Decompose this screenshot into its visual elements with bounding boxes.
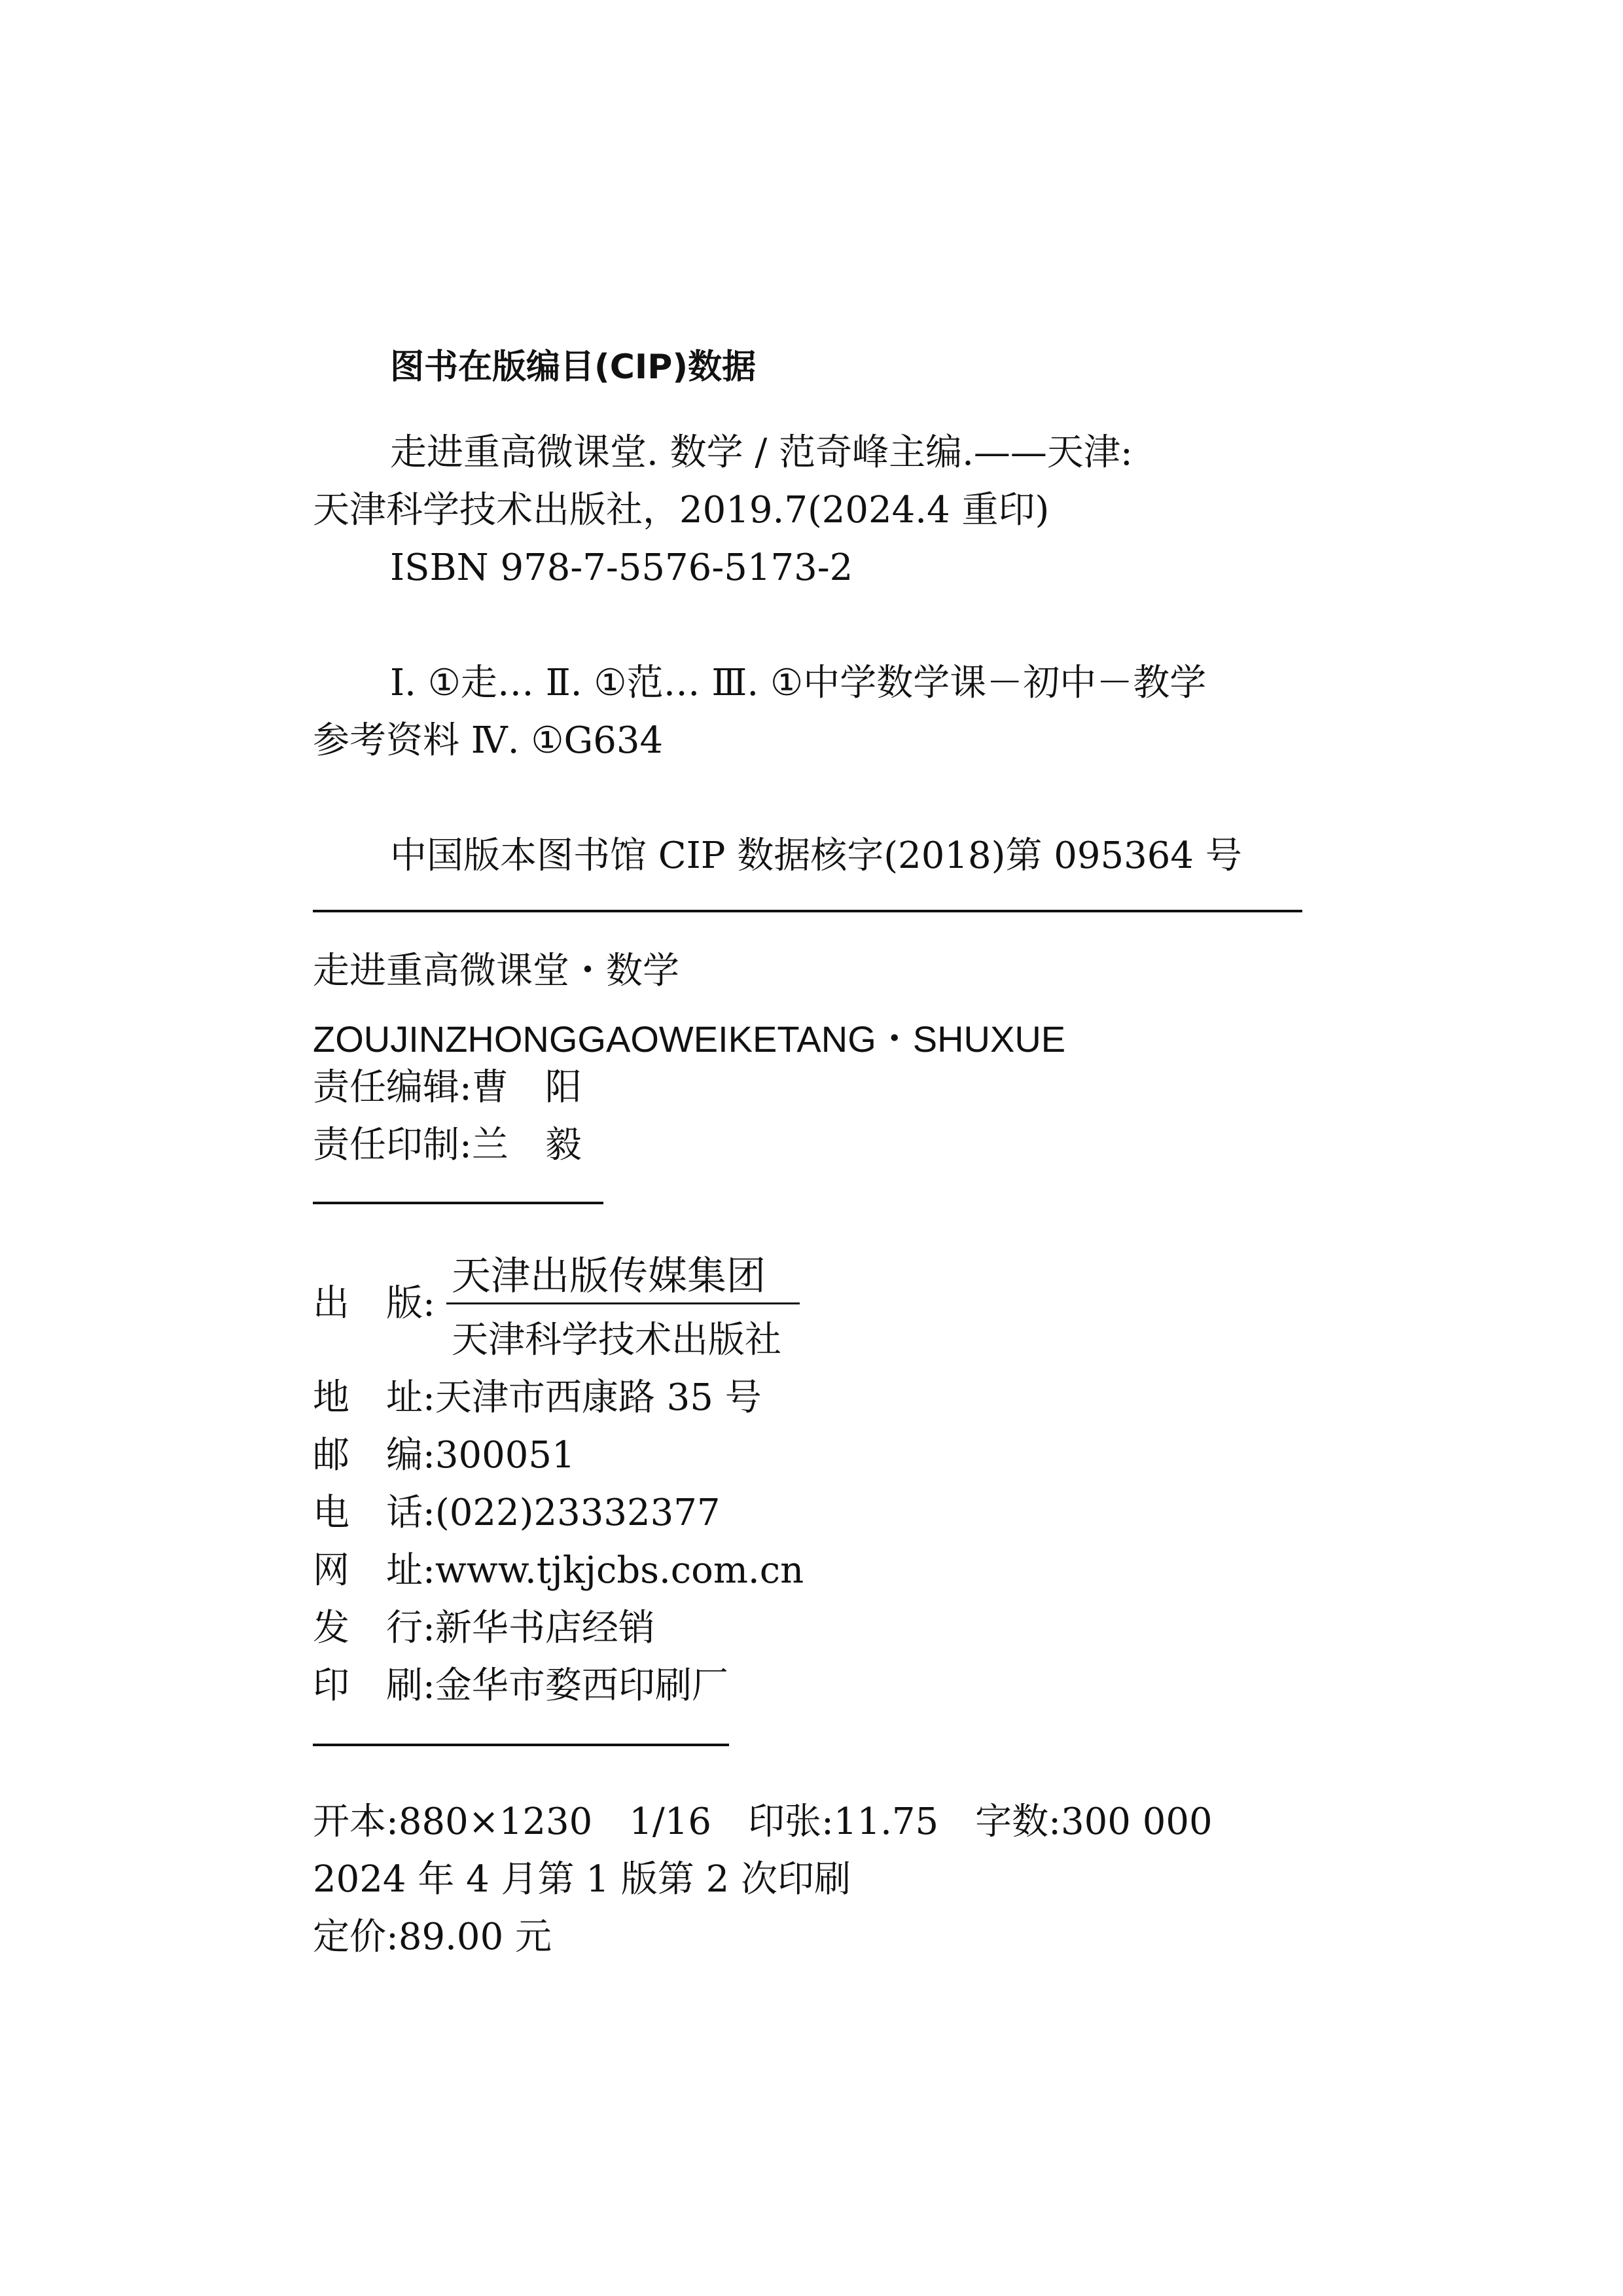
book-title: 走进重高微课堂・数学: [313, 950, 679, 992]
address-value: 天津市西康路 35 号: [435, 1376, 762, 1419]
cip-title: 图书在版编目(CIP)数据: [390, 348, 757, 387]
book-title-pinyin: ZOUJINZHONGGAOWEIKETANG・SHUXUE: [313, 1018, 1066, 1060]
postcode-row: [313, 1434, 575, 1477]
postcode-label: 邮 编:: [313, 1434, 435, 1477]
cip-classification-1: Ⅰ. ①走… Ⅱ. ①范… Ⅲ. ①中学数学课－初中－教学: [390, 662, 1207, 704]
website-value: www.tjkjcbs.com.cn: [435, 1549, 804, 1592]
publisher-press: 天津科学技术出版社: [452, 1319, 781, 1361]
cip-verification: 中国版本图书馆 CIP 数据核字(2018)第 095364 号: [390, 834, 1242, 877]
format-value: 880×1230: [398, 1801, 593, 1843]
printer-label: 印 刷:: [313, 1664, 435, 1707]
divider-short-2: [313, 1744, 729, 1746]
cip-classification-2: 参考资料 Ⅳ. ①G634: [313, 719, 664, 762]
website-row: [313, 1549, 804, 1592]
printer-value: 金华市婺西印刷厂: [435, 1664, 728, 1707]
publisher-divider: [446, 1302, 800, 1304]
word-count-value: 300 000: [1061, 1801, 1213, 1843]
specs-row: [313, 1801, 1213, 1843]
editor-label: 责任编辑:: [313, 1066, 472, 1109]
editor-row: [313, 1066, 582, 1109]
price-label: 定价:: [313, 1916, 399, 1958]
printer-row: [313, 1664, 728, 1707]
address-row: [313, 1376, 762, 1419]
price-row: [313, 1916, 552, 1958]
publisher-label: 出 版:: [313, 1282, 435, 1325]
format-label: 开本:: [313, 1801, 399, 1843]
print-sheets-label: 印张:: [747, 1801, 834, 1843]
distribution-row: [313, 1607, 655, 1649]
website-label: 网 址:: [313, 1549, 435, 1592]
phone-value: (022)23332377: [435, 1492, 721, 1534]
word-count-label: 字数:: [975, 1801, 1061, 1843]
cip-isbn: ISBN 978-7-5576-5173-2: [390, 547, 853, 589]
phone-row: [313, 1492, 721, 1534]
distribution-value: 新华书店经销: [435, 1607, 655, 1649]
print-manager-label: 责任印制:: [313, 1124, 472, 1166]
cip-line-1: 走进重高微课堂. 数学 / 范奇峰主编.——天津:: [390, 431, 1133, 474]
postcode-value: 300051: [435, 1434, 575, 1477]
distribution-label: 发 行:: [313, 1607, 435, 1649]
sheet-value: 1/16: [629, 1801, 711, 1843]
price-value: 89.00 元: [398, 1916, 552, 1958]
edition-line: 2024 年 4 月第 1 版第 2 次印刷: [313, 1858, 851, 1901]
print-manager-name: 兰 毅: [471, 1124, 582, 1166]
divider-full: [313, 910, 1302, 912]
editor-name: 曹 阳: [471, 1066, 582, 1109]
print-manager-row: [313, 1124, 582, 1166]
print-sheets-value: 11.75: [833, 1801, 939, 1843]
phone-label: 电 话:: [313, 1492, 435, 1534]
address-label: 地 址:: [313, 1376, 435, 1419]
cip-line-2: 天津科学技术出版社，2019.7(2024.4 重印): [313, 489, 1050, 531]
publisher-group: 天津出版传媒集团: [452, 1253, 766, 1299]
divider-short-1: [313, 1202, 603, 1204]
